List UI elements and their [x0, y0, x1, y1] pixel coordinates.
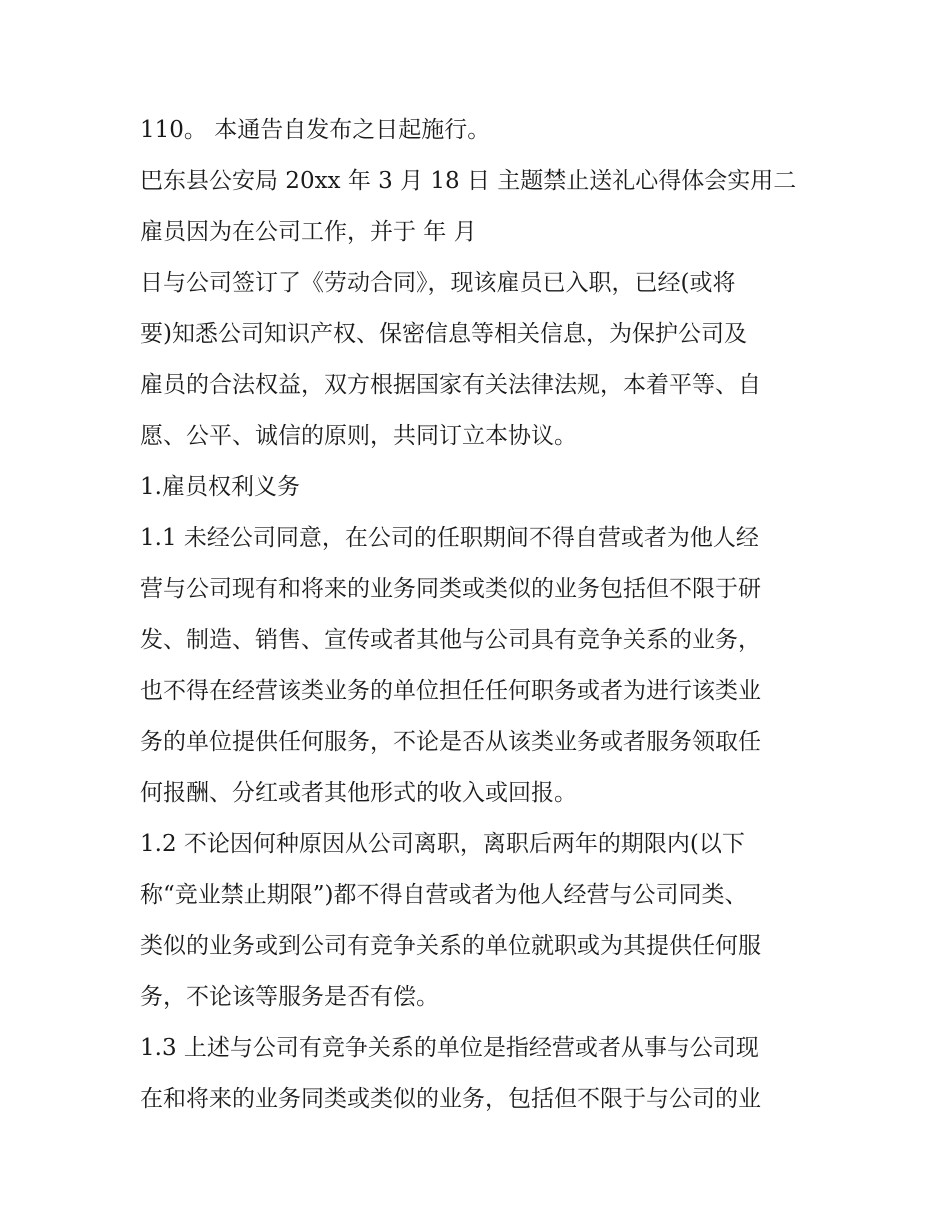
text-line: 1.3 上述与公司有竞争关系的单位是指经营或者从事与公司现 — [140, 1035, 759, 1061]
text-line: 发、制造、销售、宣传或者其他与公司具有竞争关系的业务， — [140, 627, 761, 653]
text-line: 愿、公平、诚信的原则，共同订立本协议。 — [140, 423, 577, 449]
text-line: 110。 本通告自发布之日起施行。 — [140, 117, 491, 143]
text-line: 务，不论该等服务是否有偿。 — [140, 984, 439, 1010]
text-line: 雇员因为在公司工作，并于 年 月 — [140, 219, 477, 245]
text-line: 要)知悉公司知识产权、保密信息等相关信息，为保护公司及 — [140, 321, 747, 347]
text-line: 在和将来的业务同类或类似的业务，包括但不限于与公司的业 — [140, 1086, 761, 1112]
section-heading: 1.雇员权利义务 — [140, 474, 300, 500]
text-line: 雇员的合法权益，双方根据国家有关法律法规，本着平等、自 — [140, 372, 761, 398]
text-line: 日与公司签订了《劳动合同》，现该雇员已入职，已经(或将 — [140, 270, 736, 296]
text-line: 1.2 不论因何种原因从公司离职，离职后两年的期限内(以下 — [140, 831, 745, 857]
text-line: 1.1 未经公司同意，在公司的任职期间不得自营或者为他人经 — [140, 525, 759, 551]
text-line: 也不得在经营该类业务的单位担任任何职务或者为进行该类业 — [140, 678, 761, 704]
text-line: 营与公司现有和将来的业务同类或类似的业务包括但不限于研 — [140, 576, 761, 602]
text-line: 务的单位提供任何服务，不论是否从该类业务或者服务领取任 — [140, 729, 761, 755]
text-line: 称“竞业禁止期限”)都不得自营或者为他人经营与公司同类、 — [140, 882, 748, 908]
text-line: 类似的业务或到公司有竞争关系的单位就职或为其提供任何服 — [140, 933, 761, 959]
text-line: 何报酬、分红或者其他形式的收入或回报。 — [140, 780, 577, 806]
text-line: 巴东县公安局 20xx 年 3 月 18 日 主题禁止送礼心得体会实用二 — [140, 168, 797, 194]
